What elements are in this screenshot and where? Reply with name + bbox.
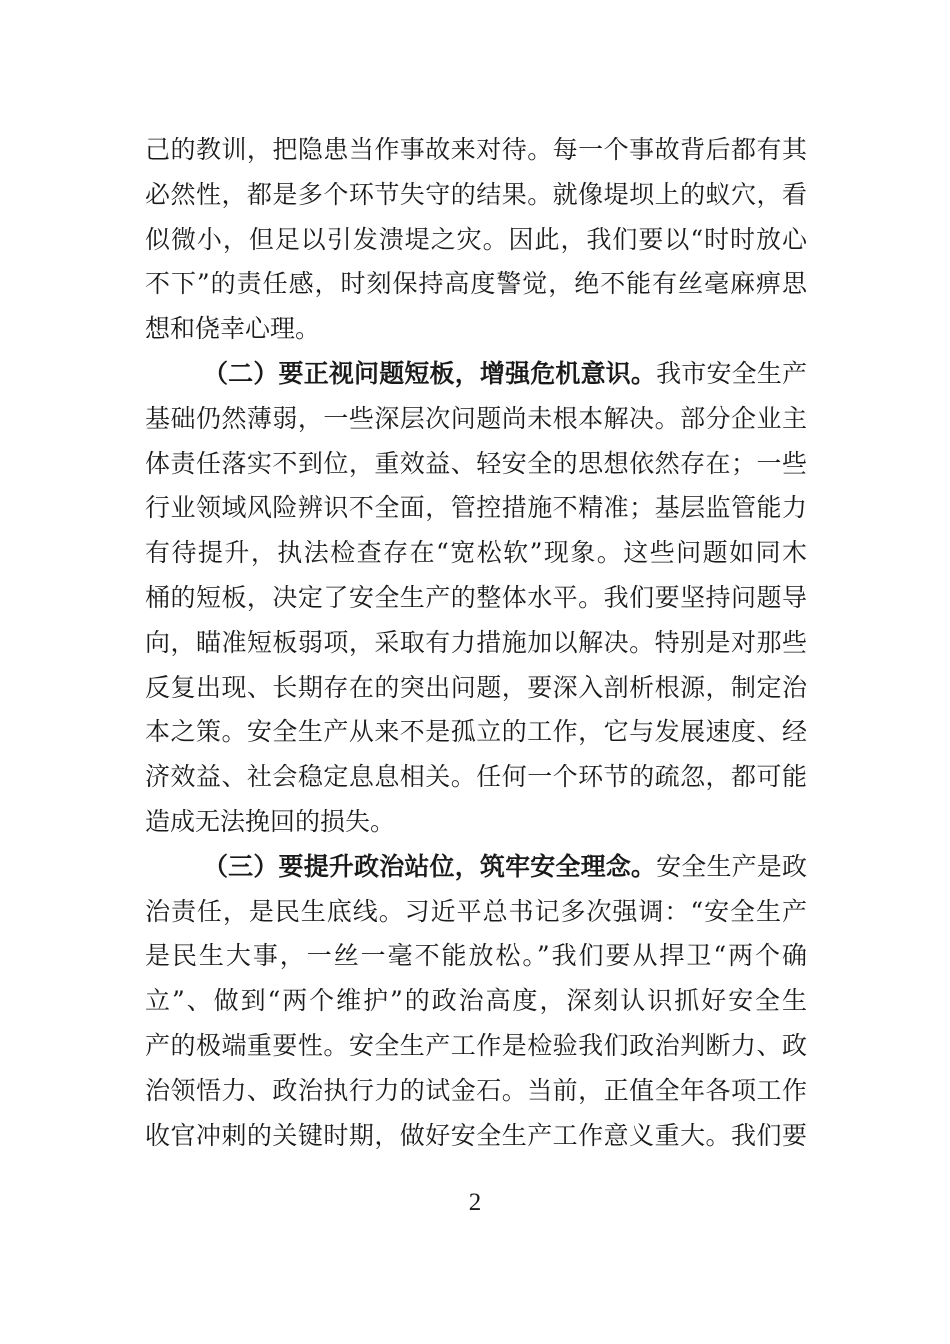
text-line: 己的教训，把隐患当作事故来对待。每一个事故背后都有其 — [145, 135, 807, 164]
text-line: 想和侥幸心理。 — [145, 314, 321, 344]
text-line: 济效益、社会稳定息息相关。任何一个环节的疏忽，都可能 — [145, 762, 807, 792]
text-line: 有待提升，执法检查存在“宽松软”现象。这些问题如同木 — [145, 538, 807, 568]
text-line: 收官冲刺的关键时期，做好安全生产工作意义重大。我们要 — [145, 1120, 807, 1150]
text-line: 似微小，但足以引发溃堤之灾。因此，我们要以“时时放心 — [145, 224, 807, 254]
paragraph-section-three — [145, 845, 807, 1159]
section-first-line — [145, 845, 807, 890]
section-heading: （三）要提升政治站位，筑牢安全理念。 — [203, 851, 657, 881]
section-heading: （二）要正视问题短板，增强危机意识。 — [203, 358, 657, 388]
text-line: 造成无法挽回的损失。 — [145, 806, 396, 836]
section-first-line-text: 安全生产是政 — [656, 851, 807, 881]
paragraph-section-two — [145, 352, 807, 845]
text-line: 产的极端重要性。安全生产工作是检验我们政治判断力、政 — [145, 1030, 807, 1060]
text-line: 治领悟力、政治执行力的试金石。当前，正值全年各项工作 — [145, 1075, 807, 1105]
document-body — [145, 128, 807, 1158]
text-line: 向，瞄准短板弱项，采取有力措施加以解决。特别是对那些 — [145, 627, 807, 657]
text-line: 体责任落实不到位，重效益、轻安全的思想依然存在；一些 — [145, 448, 807, 478]
text-line: 立”、做到“两个维护”的政治高度，深刻认识抓好安全生 — [145, 986, 807, 1016]
text-line: 是民生大事，一丝一毫不能放松。”我们要从捍卫“两个确 — [145, 941, 807, 971]
text-line: 治责任，是民生底线。习近平总书记多次强调：“安全生产 — [145, 896, 807, 926]
section-first-line — [145, 352, 807, 397]
paragraph-continuation — [145, 128, 807, 352]
text-line: 必然性，都是多个环节失守的结果。就像堤坝上的蚁穴，看 — [145, 179, 807, 209]
text-line: 反复出现、长期存在的突出问题，要深入剖析根源，制定治 — [145, 672, 807, 702]
text-line: 行业领域风险辨识不全面，管控措施不精准；基层监管能力 — [145, 493, 807, 523]
section-first-line-text: 我市安全生产 — [656, 358, 807, 388]
text-line: 不下”的责任感，时刻保持高度警觉，绝不能有丝毫麻痹思 — [145, 269, 807, 299]
text-line: 本之策。安全生产从来不是孤立的工作，它与发展速度、经 — [145, 717, 807, 747]
text-line: 桶的短板，决定了安全生产的整体水平。我们要坚持问题导 — [145, 582, 807, 612]
text-line: 基础仍然薄弱，一些深层次问题尚未根本解决。部分企业主 — [145, 403, 807, 433]
page-number: 2 — [468, 1189, 482, 1216]
